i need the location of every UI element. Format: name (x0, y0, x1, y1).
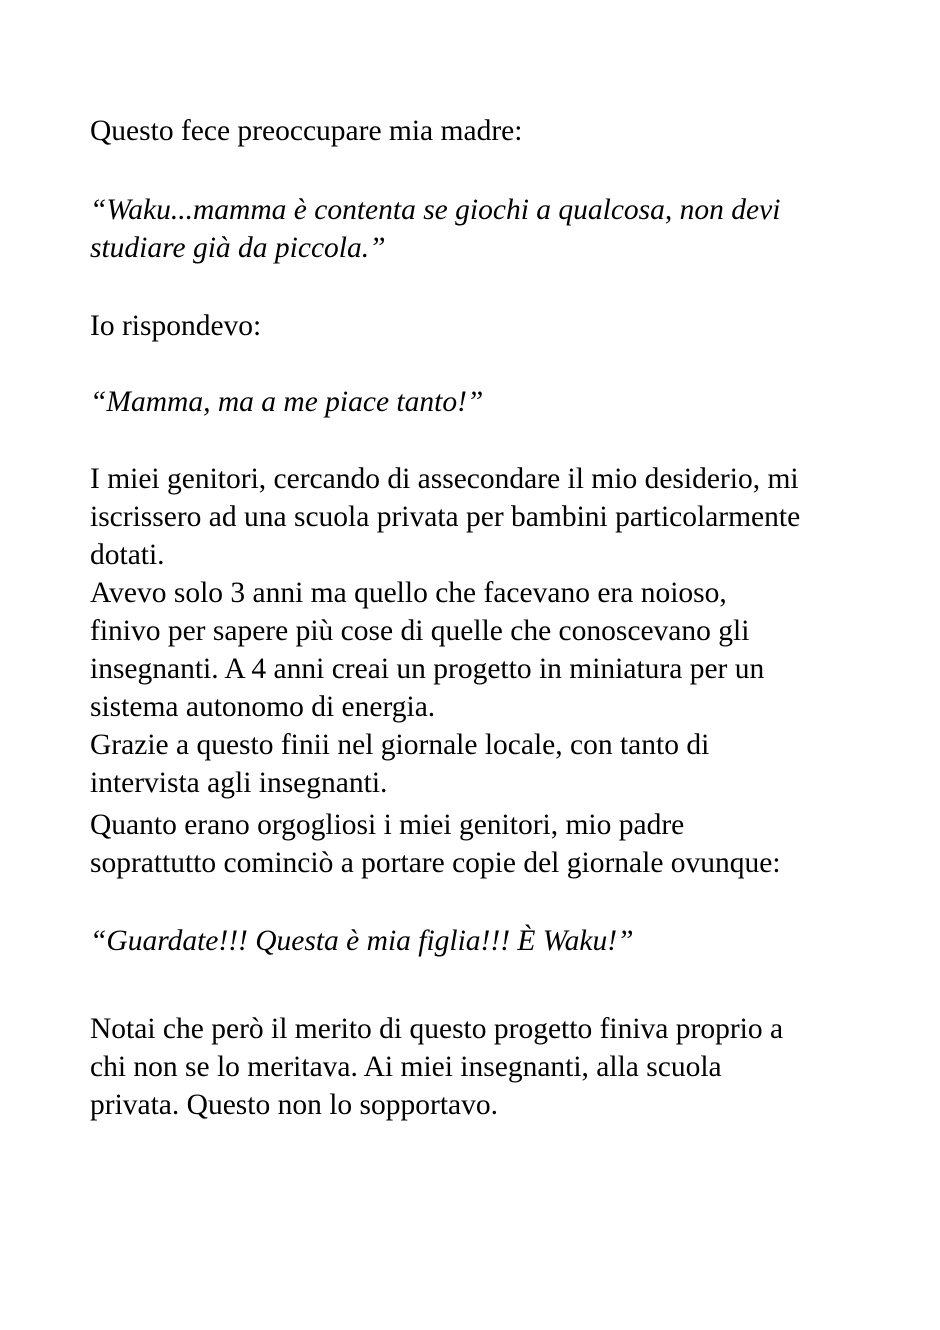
text-line: Notai che però il merito di questo progetto finiva proprio a (90, 1013, 784, 1045)
text-line: Quanto erano orgogliosi i miei genitori, mio padre (90, 809, 685, 841)
quote-line: “Guardate!!! Questa è mia figlia!!! È Waku!” (90, 925, 634, 957)
text-line: soprattutto cominciò a portare copie del giornale ovunque: (90, 847, 781, 879)
text-line: finivo per sapere più cose di quelle che conoscevano gli (90, 615, 750, 647)
text-line: chi non se lo meritava. Ai miei insegnanti, alla scuola (90, 1051, 722, 1083)
text-line: Avevo solo 3 anni ma quello che facevano era noioso, (90, 577, 727, 609)
text-line: Io rispondevo: (90, 310, 262, 342)
text-line: Grazie a questo finii nel giornale locale, con tanto di (90, 729, 710, 761)
text-line: iscrissero ad una scuola privata per bambini particolarmente (90, 501, 801, 533)
text-line: sistema autonomo di energia. (90, 691, 436, 723)
text-line: I miei genitori, cercando di assecondare il mio desiderio, mi (90, 463, 799, 495)
text-line: dotati. (90, 539, 165, 571)
quote-line: “Mamma, ma a me piace tanto!” (90, 386, 484, 418)
text-line: Questo fece preoccupare mia madre: (90, 115, 523, 147)
text-line: insegnanti. A 4 anni creai un progetto in miniatura per un (90, 653, 765, 685)
text-line: intervista agli insegnanti. (90, 767, 388, 799)
quote-line: “Waku...mamma è contenta se giochi a qualcosa, non devi (90, 194, 781, 226)
text-line: privata. Questo non lo sopportavo. (90, 1089, 499, 1121)
quote-line: studiare già da piccola.” (90, 232, 386, 264)
